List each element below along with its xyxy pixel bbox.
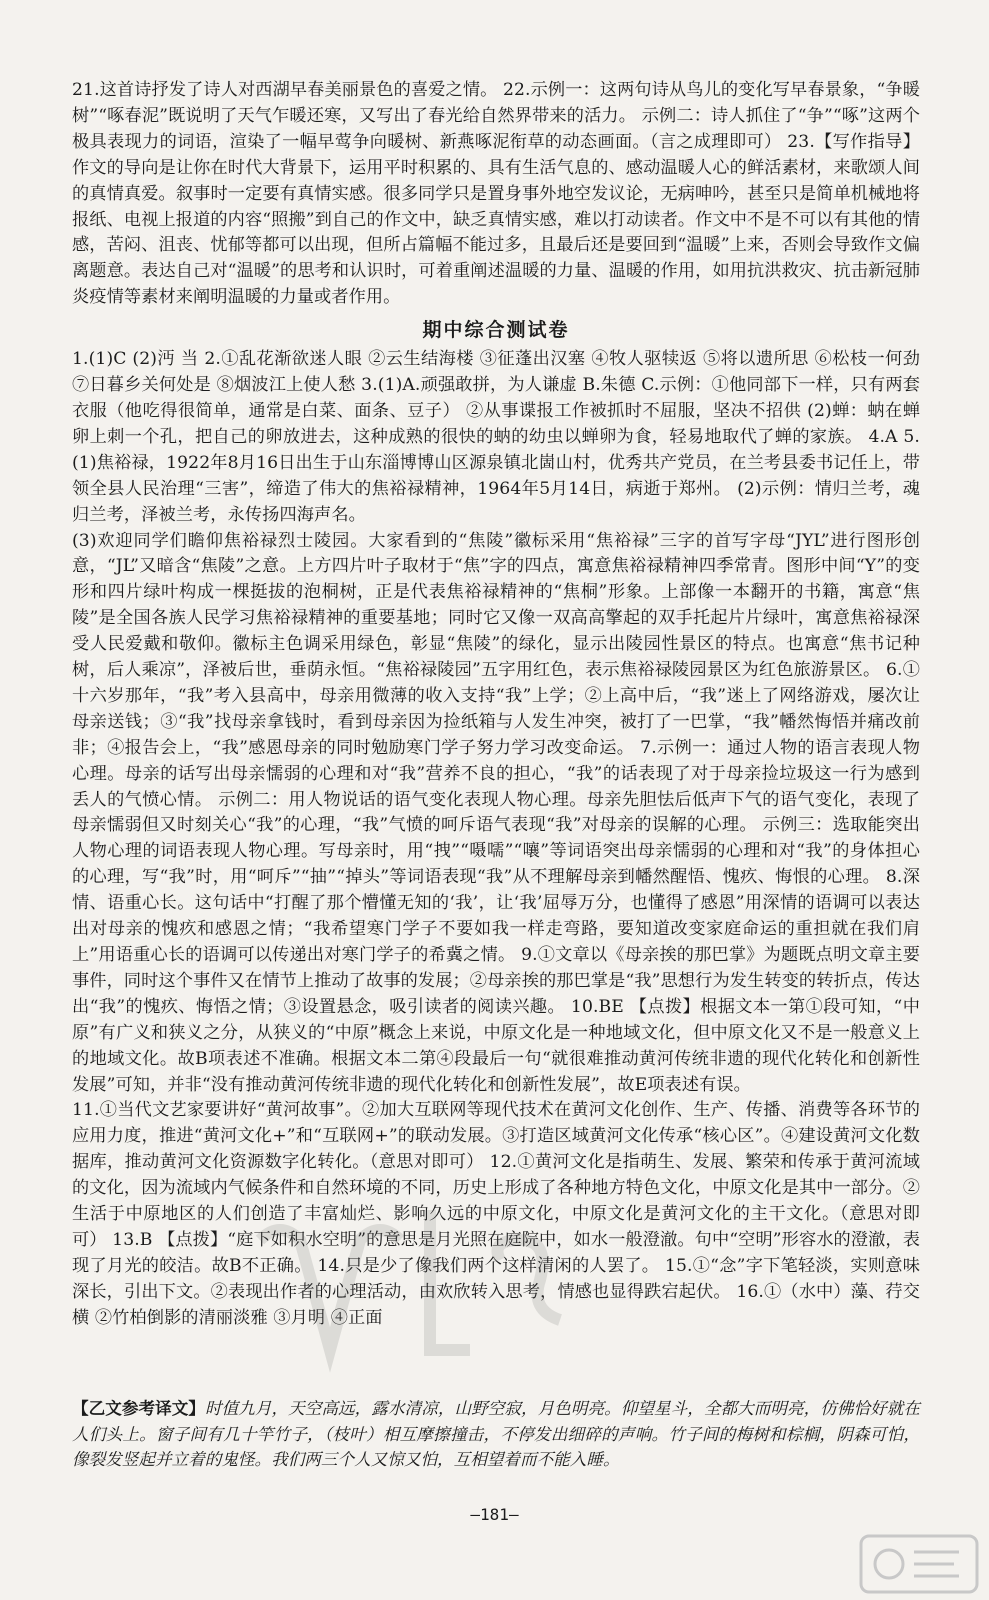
answer-text-block (72, 78, 920, 1332)
page-number: —181— (470, 1505, 519, 1524)
corner-watermark-logo (859, 1534, 979, 1594)
translation-block (72, 1396, 920, 1473)
answer-paragraph-1: 1.(1)C (2)沔 当 2.①乱花渐欲迷人眼 ②云生结海楼 ③征蓬出汉塞 ④牧人驱犊返 ⑤将以遗所思 ⑥松枝一何劲 ⑦日暮乡关何处是 ⑧烟波江上使人愁 3.(1)A.顽强敢拼，为人谦虚 B.朱德 C.示例：①他同部下一样，只有两套衣服（他吃得很简单，通常是白菜、面条、豆子） ②从事谍报工作被抓时不屈服，坚决不招供 (2)蝉：蚋在蝉卵上刺一个孔，把自己的卵放进去，这种成熟的很快的蚋的幼虫以蝉卵为食，轻易地取代了蝉的家族。 4.A 5.(1)焦裕禄，1922年8月16日出生于山东淄博博山区源泉镇北崮山村，优秀共产党员，在兰考县委书记任上，带领全县人民治理“三害”，缔造了伟大的焦裕禄精神，1964年5月14日，病逝于郑州。 (2)示例：情归兰考，魂归兰考，泽被兰考，永传扬四海声名。 (72, 349, 920, 525)
answer-paragraph-2: (3)欢迎同学们瞻仰焦裕禄烈士陵园。大家看到的“焦陵”徽标采用“焦裕禄”三字的首写字母“JYL”进行图形创意，“JL”又暗含“焦陵”之意。上方四片叶子取材于“焦”字的四点，寓意焦裕禄精神四季常青。图形中间“Y”的变形和四片绿叶构成一棵挺拔的泡桐树，正是代表焦裕禄精神的“焦桐”形象。上部像一本翻开的书籍，寓意“焦陵”是全国各族人民学习焦裕禄精神的重要基地；同时它又像一双高高擎起的双手托起片片绿叶，寓意焦裕禄深受人民爱戴和敬仰。徽标主色调采用绿色，彰显“焦陵”的绿化，显示出陵园性景区的特点。也寓意“焦书记种树，后人乘凉”，泽被后世，垂荫永恒。“焦裕禄陵园”五字用红色，表示焦裕禄陵园景区为红色旅游景区。 6.①十六岁那年，“我”考入县高中，母亲用微薄的收入支持“我”上学；②上高中后，“我”迷上了网络游戏，屡次让母亲送钱；③“我”找母亲拿钱时，看到母亲因为捡纸箱与人发生冲突，被打了一巴掌，“我”幡然悔悟并痛改前非；④报告会上，“我”感恩母亲的同时勉励寒门学子努力学习改变命运。 7.示例一：通过人物的语言表现人物心理。母亲的话写出母亲懦弱的心理和对“我”营养不良的担心，“我”的话表现了对于母亲捡垃圾这一行为感到丢人的气愤心情。 示例二：用人物说话的语气变化表现人物心理。母亲先胆怯后低声下气的语气变化，表现了母亲懦弱但又时刻关心“我”的心理，“我”气愤的呵斥语气表现“我”对母亲的误解的心理。 示例三：选取能突出人物心理的词语表现人物心理。写母亲时，用“拽”“嗫嚅”“嚷”等词语突出母亲懦弱的心理和对“我”的身体担心的心理，写“我”时，用“呵斥”“抽”“掉头”等词语表现“我”从不理解母亲到幡然醒悟、愧疚、悔恨的心理。 8.深情、语重心长。这句话中“打醒了那个懵懂无知的‘我’，让‘我’屈辱万分，也懂得了感恩”用深情的语调可以表达出对母亲的愧疚和感恩之情；“我希望寒门学子不要如我一样走弯路，要知道改变家庭命运的重担就在我们肩上”用语重心长的语调可以传递出对寒门学子的希冀之情。 9.①文章以《母亲挨的那巴掌》为题既点明文章主要事件，同时这个事件又在情节上推动了故事的发展；②母亲挨的那巴掌是“我”思想行为发生转变的转折点，传达出“我”的愧疚、悔悟之情；③设置悬念，吸引读者的阅读兴趣。 10.BE 【点拨】根据文本一第①段可知，“中原”有广义和狭义之分，从狭义的“中原”概念上来说，中原文化是一种地域文化，但中原文化又不是一般意义上的地域文化。故B项表述不准确。根据文本二第④段最后一句“就很难推动黄河传统非遗的现代化转化和创新性发展”可知，并非“没有推动黄河传统非遗的现代化转化和创新性发展”，故E项表述有误。 (72, 530, 920, 1095)
translation-tag: 【乙文参考译文】 (72, 1398, 206, 1418)
answer-paragraph-prior: 21.这首诗抒发了诗人对西湖早春美丽景色的喜爱之情。 22.示例一：这两句诗从鸟儿的变化写早春景象，“争暖树”“啄春泥”既说明了天气乍暖还寒，又写出了春光给自然界带来的活力。 示例二：诗人抓住了“争”“啄”这两个极具表现力的词语，渲染了一幅早莺争向暖树、新燕啄泥衔草的动态画面。（言之成理即可） 23.【写作指导】作文的导向是让你在时代大背景下，运用平时积累的、具有生活气息的、感动温暖人心的鲜活素材，来歌颂人间的真情真爱。叙事时一定要有真情实感。很多同学只是置身事外地空发议论，无病呻吟，甚至只是简单机械地将报纸、电视上报道的内容“照搬”到自己的作文中，缺乏真情实感，难以打动读者。作文中不是不可以有其他的情感，苦闷、沮丧、忧郁等都可以出现，但所占篇幅不能过多，且最后还是要回到“温暖”上来，否则会导致作文偏离题意。表达自己对“温暖”的思考和认识时，可着重阐述温暖的力量、温暖的作用，如用抗洪救灾、抗击新冠肺炎疫情等素材来阐明温暖的力量或者作用。 (72, 80, 920, 308)
watermark-logo (240, 1150, 600, 1390)
translation-text: 时值九月，天空高远，露水清凉，山野空寂，月色明亮。仰望星斗，全都大而明亮，仿佛恰好就在人们头上。窗子间有几十竿竹子，（枝叶）相互摩擦撞击，不停发出细碎的声响。竹子间的梅树和棕榈，阴森可怕，像裂发竖起并立着的鬼怪。我们两三个人又惊又怕，互相望着而不能入睡。 (72, 1399, 921, 1469)
answer-paragraph-3: 11.①当代文艺家要讲好“黄河故事”。②加大互联网等现代技术在黄河文化创作、生产、传播、消费等各环节的应用力度，推进“黄河文化+”和“互联网+”的联动发展。③打造区域黄河文化传承“核心区”。④建设黄河文化数据库，推动黄河文化资源数字化转化。（意思对即可） 12.①黄河文化是指萌生、发展、繁荣和传承于黄河流域的文化，因为流域内气候条件和自然环境的不同，历史上形成了各种地方特色文化，中原文化是其中一部分。②生活于中原地区的人们创造了丰富灿烂、影响久远的中原文化，中原文化是黄河文化的主干文化。（意思对即可） 13.B 【点拨】“庭下如积水空明”的意思是月光照在庭院中，如水一般澄澈。句中“空明”形容水的澄澈，表现了月光的皎洁。故B不正确。 14.只是少了像我们两个这样清闲的人罢了。 15.①“念”字下笔轻淡，实则意味深长，引出下文。②表现出作者的心理活动，由欢欣转入思考，情感也显得跌宕起伏。 16.①（水中）藻、荇交横 ②竹柏倒影的清丽淡雅 ③月明 ④正面 (72, 1100, 920, 1328)
section-title: 期中综合测试卷 (422, 319, 570, 342)
